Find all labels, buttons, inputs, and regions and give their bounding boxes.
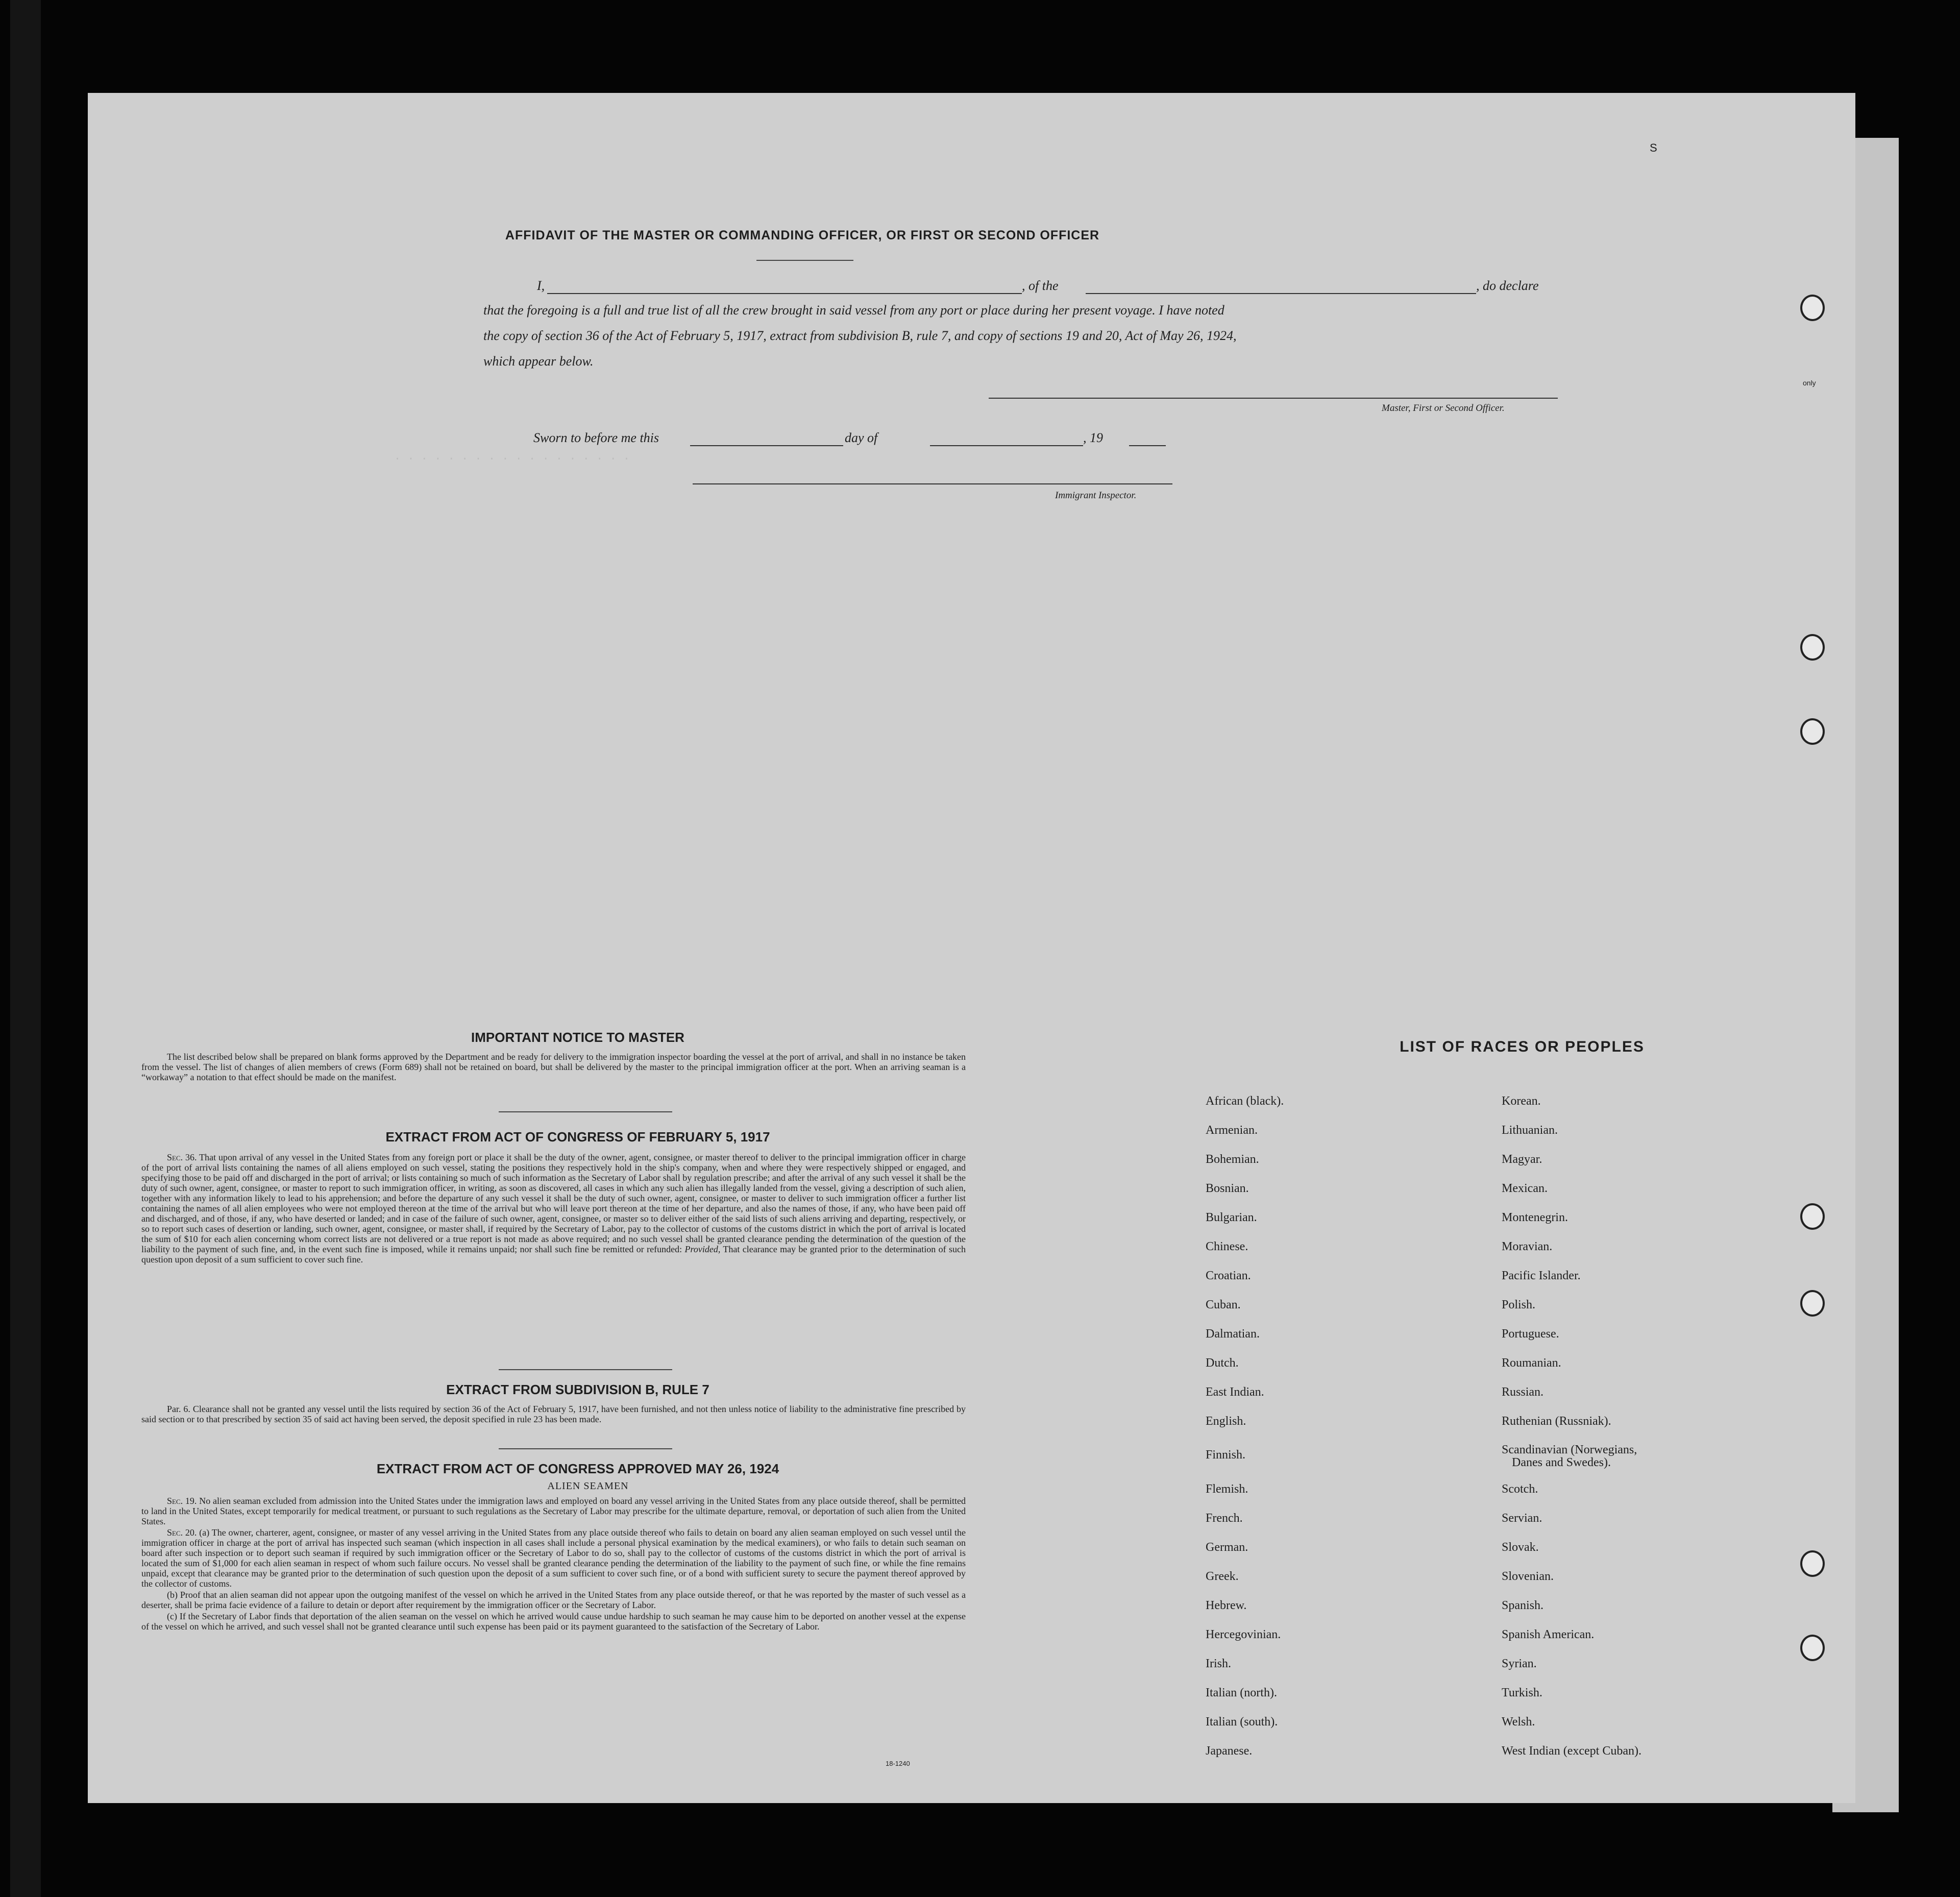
declaration-line: which appear below.: [483, 354, 594, 369]
extract-1917-text: [141, 1152, 966, 1266]
sec-36-text-end: That clearance may be granted prior to the determination of such question upon deposit of a sum sufficient to cover such fine.: [141, 1244, 966, 1264]
master-signature-label: Master, First or Second Officer.: [1382, 403, 1505, 414]
margin-stamp-only: only: [1803, 379, 1816, 387]
punch-hole: [1800, 1550, 1825, 1577]
master-name-line[interactable]: [547, 293, 1022, 294]
punch-hole: [1800, 718, 1825, 745]
affidavit-declare-label: , do declare: [1476, 278, 1539, 293]
punch-hole: [1800, 295, 1825, 321]
affidavit-title: AFFIDAVIT OF THE MASTER OR COMMANDING OFFICER, OR FIRST OR SECOND OFFICER: [505, 228, 1100, 242]
rule-7-paragraph: Par. 6. Clearance shall not be granted any vessel until the lists required by section 36 of the Act of February 5, 1917, have been furnished, and not then unless notice of liability to the administrative fine prescribed by said section or to that prescribed by section 35 of said act having been served, the deposit specified in rule 23 has been made.: [141, 1404, 966, 1424]
race-entry: Russian.: [1502, 1385, 1544, 1399]
section-divider: [499, 1448, 672, 1449]
sec-20b-text: (b) Proof that an alien seaman did not appear upon the outgoing manifest of the vessel on which he arrived in the United States from any place outside thereof, or that he was reported by the master of such vessel as a deserter, shall be prima facie evidence of a failure to detain or deport after requirement by the immigration officer or the Secretary of Labor.: [141, 1590, 966, 1610]
race-entry: German.: [1206, 1541, 1248, 1554]
extract-1924-text: [141, 1496, 966, 1633]
race-entry: Japanese.: [1206, 1744, 1253, 1758]
sworn-year-line[interactable]: [1129, 445, 1166, 446]
race-entry: Armenian.: [1206, 1124, 1258, 1137]
race-entry: Irish.: [1206, 1657, 1231, 1670]
master-signature-line[interactable]: [989, 398, 1558, 399]
sec-20-label: Sec. 20.: [167, 1527, 197, 1538]
manifest-page: [88, 93, 1855, 1803]
race-entry: Bulgarian.: [1206, 1211, 1257, 1224]
race-entry: Scotch.: [1502, 1482, 1538, 1496]
race-entry: West Indian (except Cuban).: [1502, 1744, 1641, 1758]
race-entry: Bohemian.: [1206, 1153, 1259, 1166]
race-entry: Magyar.: [1502, 1153, 1542, 1166]
race-entry: Dutch.: [1206, 1356, 1239, 1370]
rule-7-text: [141, 1404, 966, 1425]
race-entry: Italian (south).: [1206, 1715, 1278, 1729]
race-entry: Montenegrin.: [1502, 1211, 1568, 1224]
race-entry: Mexican.: [1502, 1182, 1548, 1195]
bleed-through: . . . . . . . . . . . . . . . . . .: [394, 450, 630, 463]
sec-36-label: Sec. 36.: [167, 1152, 197, 1162]
race-entry: Flemish.: [1206, 1482, 1248, 1496]
year-label: , 19: [1083, 430, 1103, 445]
race-entry: Portuguese.: [1502, 1327, 1559, 1341]
race-entry: Finnish.: [1206, 1448, 1246, 1462]
rule-7-title: EXTRACT FROM SUBDIVISION B, RULE 7: [446, 1382, 709, 1397]
form-number: 18-1240: [886, 1760, 910, 1767]
title-divider: [756, 260, 853, 261]
inspector-signature-line[interactable]: [693, 483, 1172, 484]
sec-19-label: Sec. 19.: [167, 1496, 197, 1506]
sec-20c-text: (c) If the Secretary of Labor finds that deportation of the alien seaman on the vessel on which he arrived would cause undue hardship to such seaman he may cause him to be deported on another vessel at the expense of the vessel on which he arrived, and such vessel shall not be granted clearance until such expense has been paid or its payment guaranteed to the satisfaction of the Secretary of Labor.: [141, 1611, 966, 1632]
sworn-month-line[interactable]: [930, 445, 1083, 446]
race-entry: Welsh.: [1502, 1715, 1535, 1729]
race-entry: Croatian.: [1206, 1269, 1251, 1282]
race-entry: Roumanian.: [1502, 1356, 1561, 1370]
race-entry: Chinese.: [1206, 1240, 1248, 1253]
race-entry: Italian (north).: [1206, 1686, 1277, 1699]
race-entry: Moravian.: [1502, 1240, 1553, 1253]
races-title: LIST OF RACES OR PEOPLES: [1400, 1038, 1645, 1055]
race-entry: Polish.: [1502, 1298, 1536, 1311]
race-entry: Pacific Islander.: [1502, 1269, 1581, 1282]
race-entry: English.: [1206, 1415, 1246, 1428]
provided-label: Provided,: [684, 1244, 721, 1254]
affidavit-i-label: I,: [537, 278, 545, 293]
race-entry: African (black).: [1206, 1095, 1284, 1108]
declaration-line: the copy of section 36 of the Act of February 5, 1917, extract from subdivision B, rule 7, and copy of sections 19 and 20, Act of May 26, 1924,: [483, 328, 1237, 343]
sworn-day-line[interactable]: [690, 445, 843, 446]
race-entry: Bosnian.: [1206, 1182, 1249, 1195]
race-entry: Dalmatian.: [1206, 1327, 1260, 1341]
race-entry: Slovenian.: [1502, 1570, 1554, 1583]
race-entry: Scandinavian (Norwegians,: [1502, 1443, 1637, 1456]
punch-hole: [1800, 1290, 1825, 1317]
race-entry: Cuban.: [1206, 1298, 1241, 1311]
race-entry: Syrian.: [1502, 1657, 1537, 1670]
section-divider: [499, 1111, 672, 1112]
race-entry: Servian.: [1502, 1512, 1542, 1525]
declaration-line: that the foregoing is a full and true list of all the crew brought in said vessel from any port or place during her present voyage. I have noted: [483, 303, 1224, 318]
race-entry: Turkish.: [1502, 1686, 1542, 1699]
vessel-name-line[interactable]: [1086, 293, 1476, 294]
punch-hole: [1800, 1203, 1825, 1230]
race-entry: Spanish.: [1502, 1599, 1544, 1612]
race-entry: Greek.: [1206, 1570, 1239, 1583]
race-entry: Lithuanian.: [1502, 1124, 1558, 1137]
race-entry: French.: [1206, 1512, 1243, 1525]
film-frame-edge: [10, 0, 41, 1897]
sec-36-text: That upon arrival of any vessel in the United States from any foreign port or place it shall be the duty of the owner, agent, consignee, or master thereof to deliver to the principal immigration officer in charge of the port of arrival lists containing the names of all aliens employed on such vessel, stating the positions they respectively hold in the ship's company, when and where they were respectively shipped or engaged, and specifying those to be paid off and discharged in the port of arrival; or lists containing so much of such information as the Secretary of Labor shall by regulation prescribe; and after the arrival of any such vessel it shall be the duty of such owner, agent, consignee, or master to report to such immigration officer, in writing, as soon as discovered, all cases in which any such alien has illegally landed from the vessel, giving a description of such alien, together with any information likely to lead to his apprehension; and before the departure of any such vessel it shall be the duty of such owner, agent, consignee, or master to deliver to such immigration officer a further list containing the names of all alien employees who were not employed thereon at the time of the arrival but who will leave port thereon at the time of her departure, and also the names of those, if any, who have been paid off and discharged, and of those, if any, who have deserted or landed; and in case of the failure of such owner, agent, consignee, or master so to deliver either of the said lists of such aliens arriving and departing, respectively, or so to report such cases of desertion or landing, such owner, agent, consignee, or master shall, if required by the Secretary of Labor, pay to the collector of customs of the customs district in which the port of arrival is located the sum of $10 for each alien concerning whom correct lists are not delivered or a true report is not made as above required; and no such vessel shall be granted clearance pending the determination of the question of the liability to the payment of such fine, and, in the event such fine is imposed, while it remains unpaid; nor shall such fine be remitted or refunded:: [141, 1152, 966, 1254]
extract-1924-title: EXTRACT FROM ACT OF CONGRESS APPROVED MAY 26, 1924: [376, 1461, 779, 1476]
affidavit-of-the-label: , of the: [1022, 278, 1059, 293]
race-entry: Slovak.: [1502, 1541, 1539, 1554]
race-entry: Danes and Swedes).: [1512, 1456, 1611, 1469]
section-divider: [499, 1369, 672, 1370]
race-entry: Hercegovinian.: [1206, 1628, 1281, 1641]
race-entry: Korean.: [1502, 1095, 1541, 1108]
race-entry: Hebrew.: [1206, 1599, 1247, 1612]
sworn-label: Sworn to before me this: [533, 430, 659, 445]
inspector-label: Immigrant Inspector.: [1055, 490, 1137, 501]
sec-19-text: No alien seaman excluded from admission into the United States under the immigration laws and employed on board any vessel arriving in the United States from any place outside thereof, shall be permitted to land in the United States, except temporarily for medical treatment, or pursuant to such regulations as the Secretary of Labor may prescribe for the ultimate departure, removal, or deportation of such alien from the United States.: [141, 1496, 966, 1526]
margin-stamp-letter: S: [1650, 141, 1657, 154]
race-entry: Spanish American.: [1502, 1628, 1595, 1641]
alien-seamen-subtitle: ALIEN SEAMEN: [547, 1480, 629, 1492]
punch-hole: [1800, 1635, 1825, 1661]
punch-hole: [1800, 634, 1825, 661]
sec-20a-text: (a) The owner, charterer, agent, consignee, or master of any vessel arriving in the United States from any place outside thereof who fails to detain on board any alien seaman employed on such vessel until the immigration officer in charge at the port of arrival has inspected such seaman (which inspection in all cases shall include a personal physical examination by the medical examiners), or who fails to detain such seaman on board after such inspection or to deport such seaman if required by such immigration officer or the Secretary of Labor to do so, shall pay to the collector of customs of the customs district in which the port of arrival is located the sum of $1,000 for each alien seaman in respect of whom such failure occurs. No vessel shall be granted clearance pending the determination of the liability to the payment of such fine, or while the fine remains unpaid, except that clearance may be granted prior to the determination of such question upon the deposit of a sum sufficient to cover such fine, or of a bond with sufficient surety to secure the payment thereof approved by the collector of customs.: [141, 1527, 966, 1589]
day-of-label: day of: [845, 430, 878, 445]
notice-paragraph: The list described below shall be prepared on blank forms approved by the Department and be ready for delivery to the immigration inspector boarding the vessel at the port of arrival, and shall in no instance be taken from the vessel. The list of changes of alien members of crews (Form 689) shall not be retained on board, but shall be delivered by the master to the principal immigration officer at the port. When an arriving seaman is a “workaway” a notation to that effect should be made on the manifest.: [141, 1052, 966, 1082]
notice-text: [141, 1052, 966, 1083]
extract-1917-title: EXTRACT FROM ACT OF CONGRESS OF FEBRUARY 5, 1917: [385, 1129, 770, 1145]
notice-title: IMPORTANT NOTICE TO MASTER: [471, 1030, 684, 1045]
race-entry: East Indian.: [1206, 1385, 1264, 1399]
race-entry: Ruthenian (Russniak).: [1502, 1415, 1611, 1428]
